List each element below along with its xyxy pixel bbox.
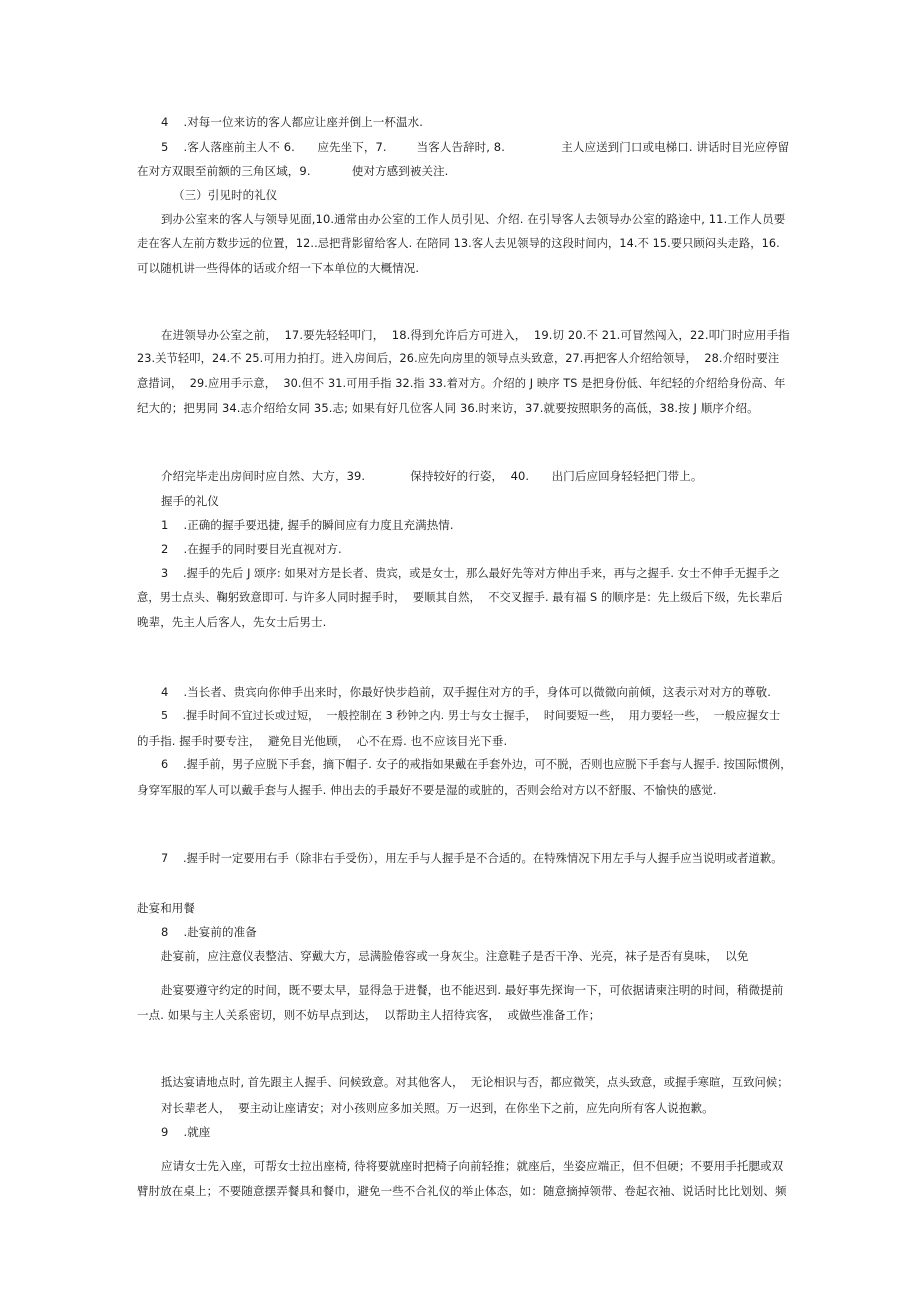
list-item-8: 8 .赴宴前的准备 [161,925,257,939]
section-heading-dining: 赴宴和用餐 [137,901,195,915]
paragraph-line: 一点. 如果与主人关系密切，则不妨早点到达， 以帮助主人招待宾客， 或做些准备工作； [137,1008,601,1022]
paragraph-line: 纪大的；把男同 34.志介绍给女同 35.志; 如果有好几位客人同 36.时来访，37.就要按照职务的高低，38.按 J 顺序介绍。 [137,401,759,415]
paragraph-line: 身穿军服的军人可以戴手套与人握手. 伸出去的手最好不要是湿的或脏的，否则会给对方以不舒服、不愉快的感觉. [137,783,717,797]
paragraph-line: 可以随机讲一些得体的话或介绍一下本单位的大概情况. [137,261,420,275]
paragraph-line: 23.关节轻叩，24.不 25.可用力拍打。进入房间后，26.应先向房里的领导点头致意，27.再把客人介绍给领导， 28.介绍时要注 [137,352,780,365]
list-item-4: 4 .当长者、贵宾向你伸手出来时，你最好快步趋前，双手握住对方的手，身体可以微微向前倾，这表示对对方的尊敬. [161,685,771,699]
section-heading-introduction: （三）引见时的礼仪 [173,188,278,202]
paragraph-line: 的手指. 握手时要专注， 避免目光他顾， 心不在焉. 也不应该目光下垂. [137,734,508,748]
list-item-1: 1 .正确的握手要迅捷, 握手的瞬间应有力度且充满热情. [161,518,454,532]
paragraph-line: 赴宴前，应注意仪表整洁、穿戴大方，忌满脸倦容或一身灰尘。注意鞋子是否干净、光亮，袜子是否有臭味， 以免 [161,949,749,963]
paragraph-line: 介绍完毕走出房间时应自然、大方，39. 保持较好的行姿， 40. 出门后应回身轻轻把门带上。 [161,469,703,483]
paragraph-line: 抵达宴请地点时, 首先跟主人握手、问候致意。对其他客人， 无论相识与否，都应微笑，点头致意，或握手寒暄，互致问候； [161,1076,789,1089]
paragraph-line: 到办公室来的客人与领导见面,10.通常由办公室的工作人员引见、介绍. 在引导客人去领导办公室的路途中, 11.工作人员要 [161,212,786,226]
paragraph-line: 在进领导办公室之前， 17.要先轻轻叩门， 18.得到允许后方可进入， 19.切 20.不 21.可冒然闯入，22.叩门时应用手指 [161,328,790,342]
paragraph-line: 赴宴要遵守约定的时间，既不要太早，显得急于进餐，也不能迟到. 最好事先探询一下，可依据请柬注明的时间，稍微提前 [161,983,784,997]
list-item-9: 9 .就座 [161,1125,211,1139]
list-item-5-seating: 5 .客人落座前主人不 6. 应先坐下，7. 当客人告辞时, 8. 主人应送到门口或电梯口. 讲话时目光应停留 [161,140,790,154]
list-item-2: 2 .在握手的同时要目光直视对方. [161,542,342,556]
paragraph-line: 应请女士先入座，可帮女士拉出座椅, 待将要就座时把椅子向前轻推；就座后，坐姿应端正，但不但硬；不要用手托腮或双 [161,1159,784,1173]
paragraph-line: 对长辈老人， 要主动让座请安；对小孩则应多加关照。万一迟到，在你坐下之前，应先向所有客人说抱歉。 [161,1101,714,1115]
list-item-5: 5 .握手时间不宜过长或过短， 一般控制在 3 秒钟之内. 男士与女士握手， 时间要短一些， 用力要轻一些， 一般应握女士 [161,709,781,722]
list-item-7: 7 .握手时一定要用右手（除非右手受伤），用左手与人握手是不合适的。在特殊情况下用左手与人握手应当说明或者道歉。 [161,852,783,865]
list-item-3: 3 .握手的先后 J 颂序: 如果对方是长者、贵宾，或是女士，那么最好先等对方伸出手来，再与之握手. 女士不伸手无握手之 [161,567,780,580]
paragraph-line: 在对方双眼至前额的三角区域，9. 使对方感到被关注. [137,164,449,178]
list-item-6: 6 .握手前，男子应脱下手套，摘下帽子. 女子的戒指如果戴在手套外边，可不脱，否则也应脱下手套与人握手. 按国际惯例， [161,758,792,771]
paragraph-line: 走在客人左前方数步远的位置，12..忌把背影留给客人. 在陪同 13.客人去见领导的这段时间内，14.不 15.要只顾闷头走路，16. [137,237,780,250]
paragraph-line: 意，男士点头、鞠躬致意即可. 与许多人同时握手时， 要顺其自然， 不交叉握手. 最有福 S 的顺序是：先上级后下级，先长辈后 [137,591,783,604]
list-item-4-water: 4 .对每一位来访的客人都应让座并倒上一杯温水. [161,115,423,129]
paragraph-line: 意措词， 29.应用手示意， 30.但不 31.可用手指 32.指 33.着对方。介绍的 J 映序 TS 是把身份低、年纪轻的介绍给身份高、年 [137,377,786,390]
section-heading-handshake: 握手的礼仪 [161,494,219,508]
paragraph-line: 臂肘放在桌上；不要随意摆弄餐具和餐巾，避免一些不合礼仪的举止体态，如：随意摘掉领带、卷起衣袖、说话时比比划划、频 [137,1184,787,1198]
paragraph-line: 晚辈，先主人后客人，先女士后男士. [137,615,327,629]
